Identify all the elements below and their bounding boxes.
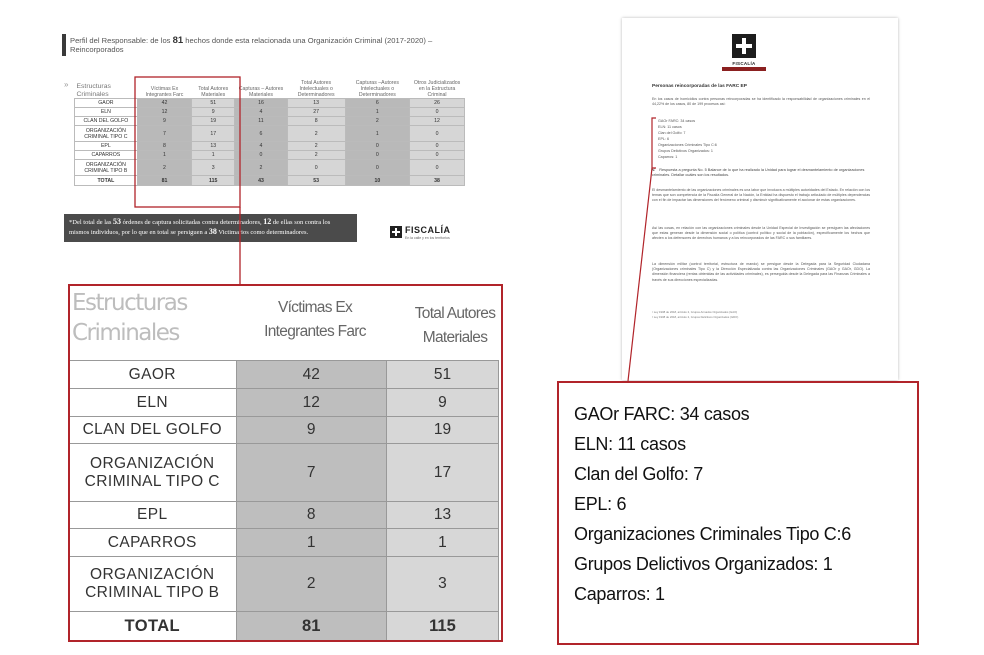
header-authors: Total Autores Materiales (414, 305, 496, 346)
header-victims: Víctimas Ex Integrantes Farc (264, 299, 366, 340)
document-logo-name: FISCALÍA (732, 61, 756, 66)
slide-highlight-box (135, 77, 240, 207)
table-row: CLAN DEL GOLFO 9 19 11 8 2 12 (75, 117, 465, 126)
table-row: CAPARROS 1 1 (69, 529, 499, 557)
table-row: GAOR 42 51 (69, 361, 499, 389)
logo-tagline: En la calle y en los territorios (405, 236, 450, 240)
slide-header-captures-material: Capturas – Autores Materiales (238, 86, 284, 98)
table-row: EPL 8 13 4 2 0 0 (75, 142, 465, 151)
list-item: Grupos Delictivos Organizados: 1 (658, 149, 713, 153)
table-row: ORGANIZACIÓN CRIMINAL TIPO B 2 3 (69, 557, 499, 612)
table-total-row: TOTAL 81 115 (69, 612, 499, 642)
document-intro: En los casos de homicidios contra personas reincorporadas se ha identificado la responsabilidad de organizaciones criminales en el 44,22% de los casos, 80 de 199 procesos así: (652, 97, 870, 107)
case-count-line: Grupos Delictivos Organizados: 1 (574, 554, 833, 574)
doc-connector-line (628, 168, 652, 381)
list-item: GAOr FARC: 34 casos (658, 119, 696, 123)
case-count-line: EPL: 6 (574, 494, 627, 514)
slide-header-victims: Víctimas Ex Integrantes Farc (145, 86, 184, 98)
list-item: Organizaciones Criminales Tipo C:6 (658, 143, 717, 147)
list-item: ELN: 11 casos (658, 125, 682, 129)
slide-title-number: 81 (172, 35, 184, 46)
slide-header-others: Otros Judicializados en la Estructura Criminal (413, 80, 461, 98)
table-row: ELN 12 9 4 27 1 0 (75, 108, 465, 117)
case-counts-panel (557, 381, 919, 645)
case-count-line: Organizaciones Criminales Tipo C:6 (574, 524, 851, 544)
logo-name: FISCALÍA (405, 225, 451, 235)
document-paragraph: El desmantelamiento de las organizaciones criminales es una labor que involucra a múltiples autoridades del Estado. En relación con los temas que son competencia de la Fiscalía General de la Nación, la Entidad ha dispuesto el trabajo articulado de múltiples dependencias con el fin de impactar las dimensiones del fenómeno criminal y disminuir significativamente el accionar de estas organizaciones. (652, 188, 870, 203)
arrow-icon: » (64, 80, 69, 89)
doc-highlight-bracket (652, 118, 656, 168)
case-count-line: ELN: 11 casos (574, 434, 686, 454)
slide-header-structures: Estructuras Criminales (76, 83, 111, 98)
table-row: CAPARROS 1 1 0 2 0 0 (75, 151, 465, 160)
header-structures: Estructuras Criminales (72, 290, 187, 346)
table-row: ORGANIZACIÓN CRIMINAL TIPO C 7 17 (69, 444, 499, 502)
case-count-line: Clan del Golfo: 7 (574, 464, 703, 484)
table-total-row: TOTAL 81 115 43 53 10 38 (75, 176, 465, 186)
slide-header-intellectual: Total Autores Intelectuales o Determinadores (297, 80, 335, 98)
slide-header-captures-intellectual: Capturas –Autores Intelectuales o Determinadores (355, 80, 399, 98)
table-row: ORGANIZACIÓN CRIMINAL TIPO C 7 17 6 2 1 0 (75, 126, 465, 142)
document-heading: Personas reincorporadas de las FARC EP (652, 84, 747, 89)
case-count-line: Caparros: 1 (574, 584, 665, 604)
slide-title-suffix: hechos donde esta relacionada una Organización Criminal (2017-2020) – Reincorporados (70, 36, 433, 54)
table-row: ELN 12 9 (69, 389, 499, 417)
document-footnote: ² Ley 1908 de 2018, artículo 2, Grupos Delictivos Organizados (GDO) (652, 315, 739, 319)
zoomed-table-panel (68, 284, 503, 642)
table-row: ORGANIZACIÓN CRIMINAL TIPO B 2 3 2 0 0 0 (75, 160, 465, 176)
slide-header-authors: Total Autores Materiales (198, 86, 229, 98)
table-row: CLAN DEL GOLFO 9 19 (69, 417, 499, 444)
document-paragraph: La dimensión militar (control territorial, estructura de mando) se persigue desde la Delegada para la Seguridad Ciudadana (Organizaciones criminales Tipo C) y la Dirección Especializada contra las Organizaciones Criminales (GAOr y GAOr, GDO). La dimensión financiera (rentas obtenidas de las actividades criminales), es perseguida desde la Delegada para las Finanzas Criminales a través de sus direcciones especializadas. (652, 262, 870, 282)
document-paragraph: Así las cosas, en relación con las organizaciones criminales desde la Unidad Especial de Investigación se persiguen las afectaciones que estas generan desde la dimensión social o política (control político y social de la población), específicamente los hechos que afecten a los defensores de derechos humanos y a los reincorporados de las FARC o sus familiares. (652, 226, 870, 241)
zoomed-table (68, 360, 499, 642)
table-row: GAOR 42 51 16 13 6 26 (75, 99, 465, 108)
slide-footnote: *Del total de las 53 órdenes de captura solicitadas contra determinadores, 12 de ellas son contra los mismos individuos, por lo que en total se persiguen a 38 Victimarios como determinadores. (64, 214, 357, 242)
case-count-line: GAOr FARC: 34 casos (574, 404, 750, 424)
list-item: EPL: 6 (658, 137, 670, 141)
document-section-heading: V. Respuesta a pregunta No. 5 Balance de lo que ha realizado la Unidad para lograr el desmantelamiento de organizaciones criminales. Detallar cuáles son los resultados. (652, 168, 865, 178)
slide-title-prefix: Perfil del Responsable: de los (70, 36, 173, 45)
document-footnote: ¹ Ley 1908 de 2018, artículo 2, Grupos Armados Organizados (GAO) (652, 310, 738, 314)
table-row: EPL 8 13 (69, 502, 499, 529)
list-item: Caparros: 1 (658, 155, 678, 159)
list-item: Clan del Golfo: 7 (658, 131, 686, 135)
